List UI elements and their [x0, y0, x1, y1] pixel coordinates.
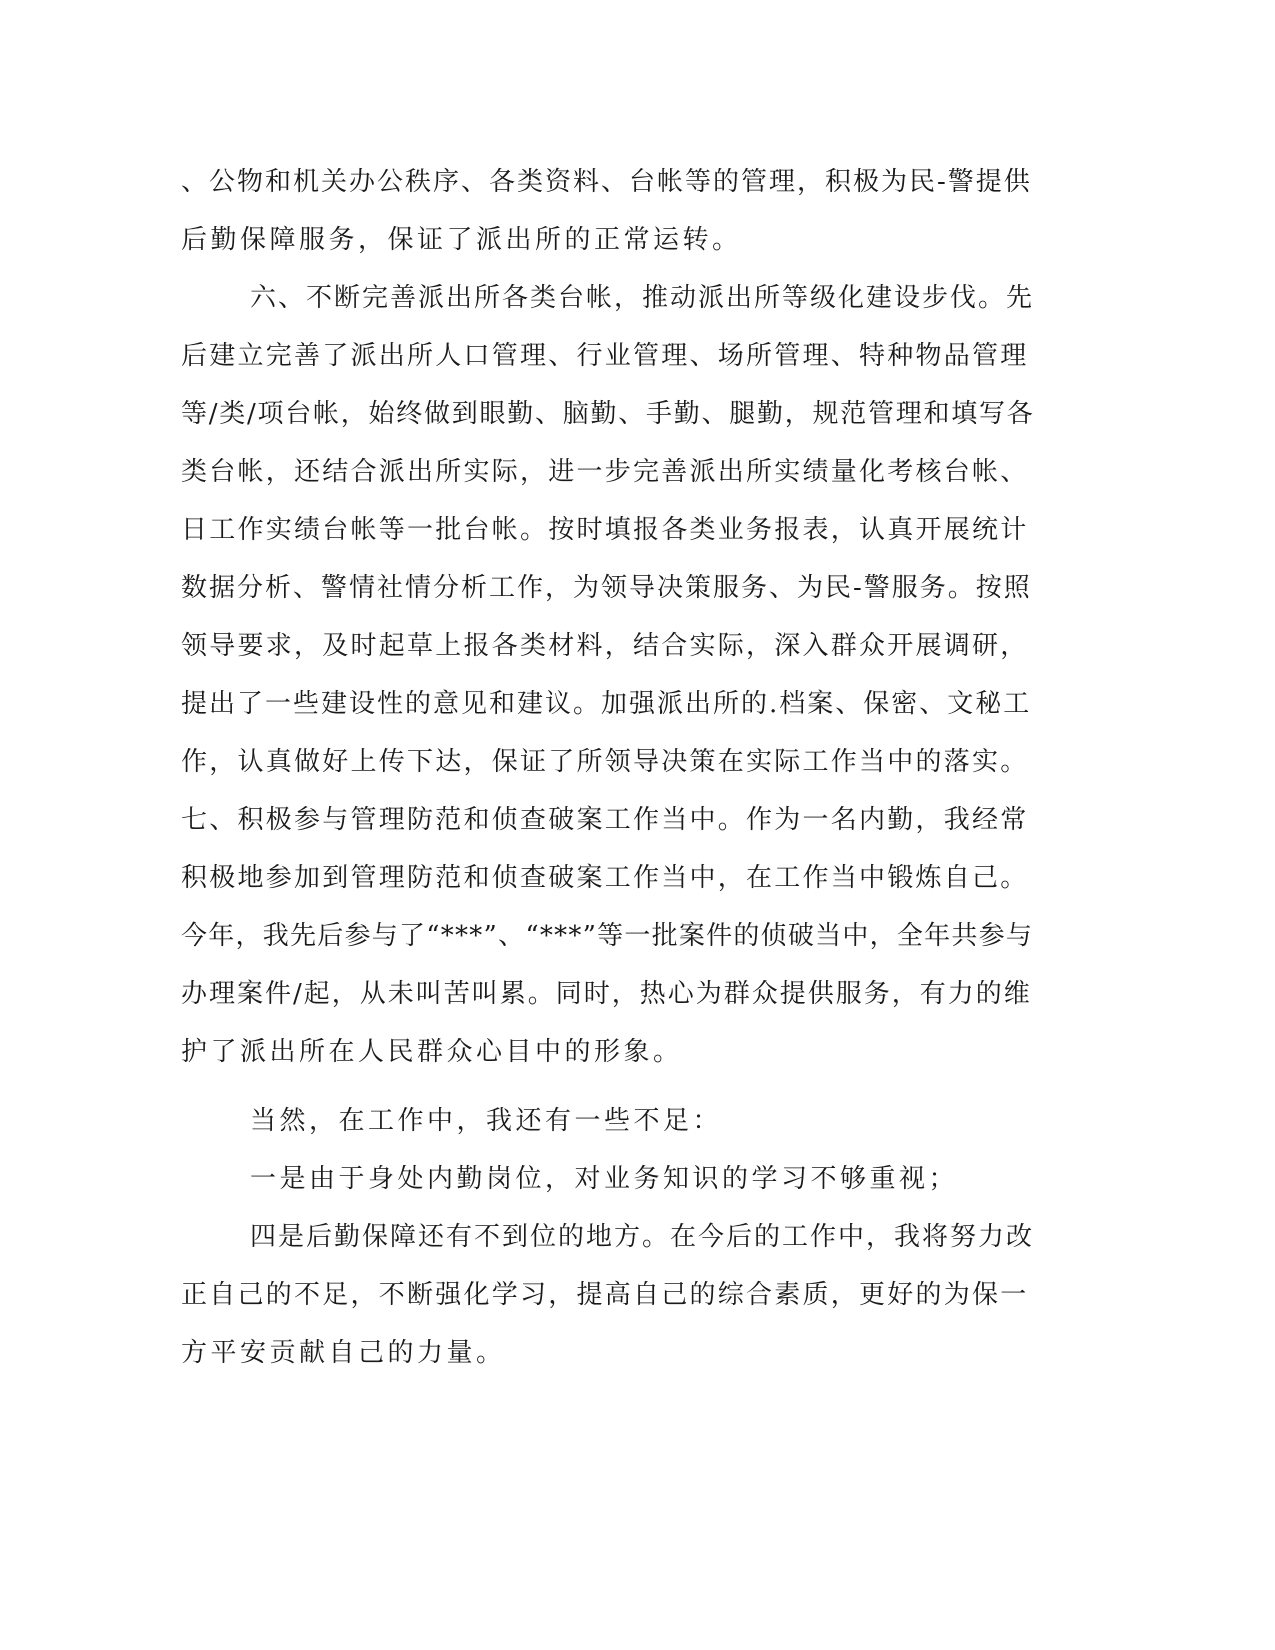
text-line: 办理案件/起，从未叫苦叫累。同时，热心为群众提供服务，有力的维 [181, 979, 1032, 1009]
text-line: 七、积极参与管理防范和侦查破案工作当中。作为一名内勤，我经常 [181, 805, 1029, 835]
text-line: 当然，在工作中，我还有一些不足： [250, 1106, 723, 1136]
text-line: 作，认真做好上传下达，保证了所领导决策在实际工作当中的落实。 [181, 747, 1029, 777]
text-line: 正自己的不足，不断强化学习，提高自己的综合素质，更好的为保一 [181, 1280, 1029, 1310]
text-line: 四是后勤保障还有不到位的地方。在今后的工作中，我将努力改 [250, 1222, 1035, 1252]
text-line: 领导要求，及时起草上报各类材料，结合实际，深入群众开展调研， [181, 631, 1029, 661]
text-line: 等/类/项台帐，始终做到眼勤、脑勤、手勤、腿勤，规范管理和填写各 [181, 399, 1035, 429]
text-line: 提出了一些建设性的意见和建议。加强派出所的.档案、保密、文秘工 [181, 689, 1032, 719]
text-line: 数据分析、警情社情分析工作，为领导决策服务、为民-警服务。按照 [181, 573, 1032, 603]
text-line: 护了派出所在人民群众心目中的形象。 [181, 1037, 683, 1067]
text-line: 六、不断完善派出所各类台帐，推动派出所等级化建设步伐。先 [250, 283, 1035, 313]
text-line: 后勤保障服务，保证了派出所的正常运转。 [181, 225, 742, 255]
text-line: 积极地参加到管理防范和侦查破案工作当中，在工作当中锻炼自己。 [181, 863, 1029, 893]
text-line: 类台帐，还结合派出所实际，进一步完善派出所实绩量化考核台帐、 [181, 457, 1029, 487]
text-line: 一是由于身处内勤岗位，对业务知识的学习不够重视； [250, 1164, 959, 1194]
text-line: 日工作实绩台帐等一批台帐。按时填报各类业务报表，认真开展统计 [181, 515, 1029, 545]
text-line: 今年，我先后参与了“***”、“***”等一批案件的侦破当中，全年共参与 [181, 921, 1034, 951]
text-line: 、公物和机关办公秩序、各类资料、台帐等的管理，积极为民-警提供 [181, 167, 1032, 197]
text-line: 后建立完善了派出所人口管理、行业管理、场所管理、特种物品管理 [181, 341, 1029, 371]
text-line: 方平安贡献自己的力量。 [181, 1338, 506, 1368]
